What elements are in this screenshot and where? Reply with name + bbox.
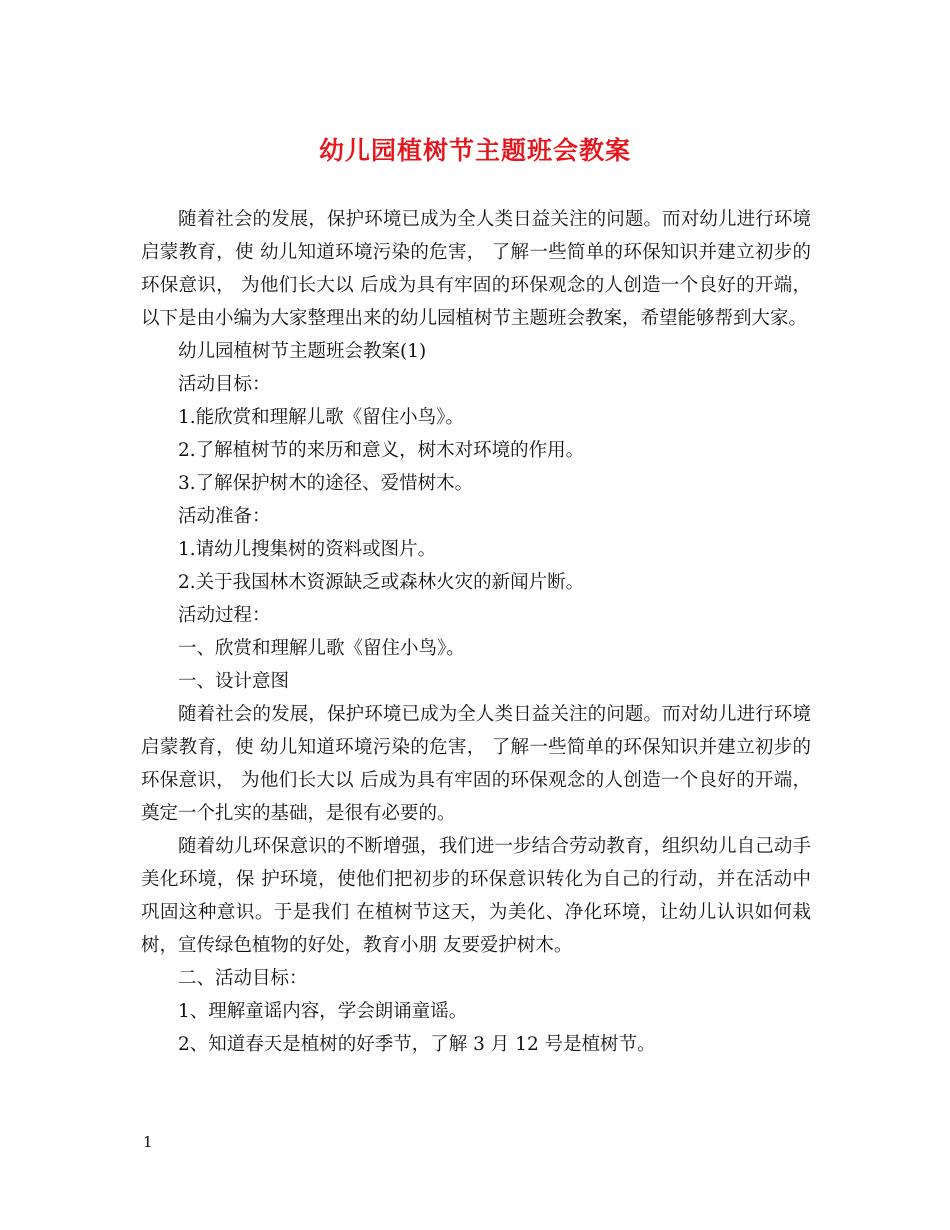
design-intent-paragraph-2: 随着幼儿环保意识的不断增强，我们进一步结合劳动教育，组织幼儿自己动手美化环境，保 护环境，使他们把初步的环保意识转化为自己的行动，并在活动中巩固这种意识。于是我们 在植树节这天，为美化、净化环境，让幼儿认识如何栽树，宣传绿色植物的好处，教育小朋 友要爱护树木。 bbox=[141, 836, 811, 956]
intro-paragraph: 随着社会的发展，保护环境已成为全人类日益关注的问题。而对幼儿进行环境启蒙教育，使 幼儿知道环境污染的危害， 了解一些简单的环保知识并建立初步的环保意识， 为他们长大以 后成为具有牢固的环保观念的人创造一个良好的开端，以下是由小编为大家整理出来的幼儿园植树节主题班会教案，希望能够帮到大家。 bbox=[141, 209, 811, 329]
text-line: 二、活动目标： bbox=[178, 968, 308, 989]
text-line: 2.关于我国林木资源缺乏或森林火灾的新闻片断。 bbox=[178, 572, 585, 593]
page-number: 1 bbox=[143, 1133, 153, 1151]
design-intent-paragraph: 随着社会的发展，保护环境已成为全人类日益关注的问题。而对幼儿进行环境启蒙教育，使 幼儿知道环境污染的危害， 了解一些简单的环保知识并建立初步的环保意识， 为他们长大以 后成为具有牢固的环保观念的人创造一个良好的开端，奠定一个扎实的基础，是很有必要的。 bbox=[141, 704, 811, 824]
text-line: 2、知道春天是植树的好季节，了解 3 月 12 号是植树节。 bbox=[178, 1034, 656, 1055]
text-line: 1.能欣赏和理解儿歌《留住小鸟》。 bbox=[178, 407, 464, 428]
text-line: 3.了解保护树木的途径、爱惜树木。 bbox=[178, 473, 474, 494]
document-title: 幼儿园植树节主题班会教案 bbox=[318, 136, 631, 165]
text-line: 1.请幼儿搜集树的资料或图片。 bbox=[178, 539, 437, 560]
text-line: 一、设计意图 bbox=[178, 671, 290, 692]
text-line: 1、理解童谣内容，学会朗诵童谣。 bbox=[178, 1001, 468, 1022]
text-line: 活动目标： bbox=[178, 374, 271, 395]
text-line: 2.了解植树节的来历和意义，树木对环境的作用。 bbox=[178, 440, 585, 461]
document-body bbox=[141, 203, 811, 1061]
text-line: 一、欣赏和理解儿歌《留住小鸟》。 bbox=[178, 638, 465, 659]
text-line: 活动准备： bbox=[178, 506, 271, 527]
text-line: 幼儿园植树节主题班会教案(1) bbox=[178, 341, 427, 362]
text-line: 活动过程： bbox=[178, 605, 271, 626]
